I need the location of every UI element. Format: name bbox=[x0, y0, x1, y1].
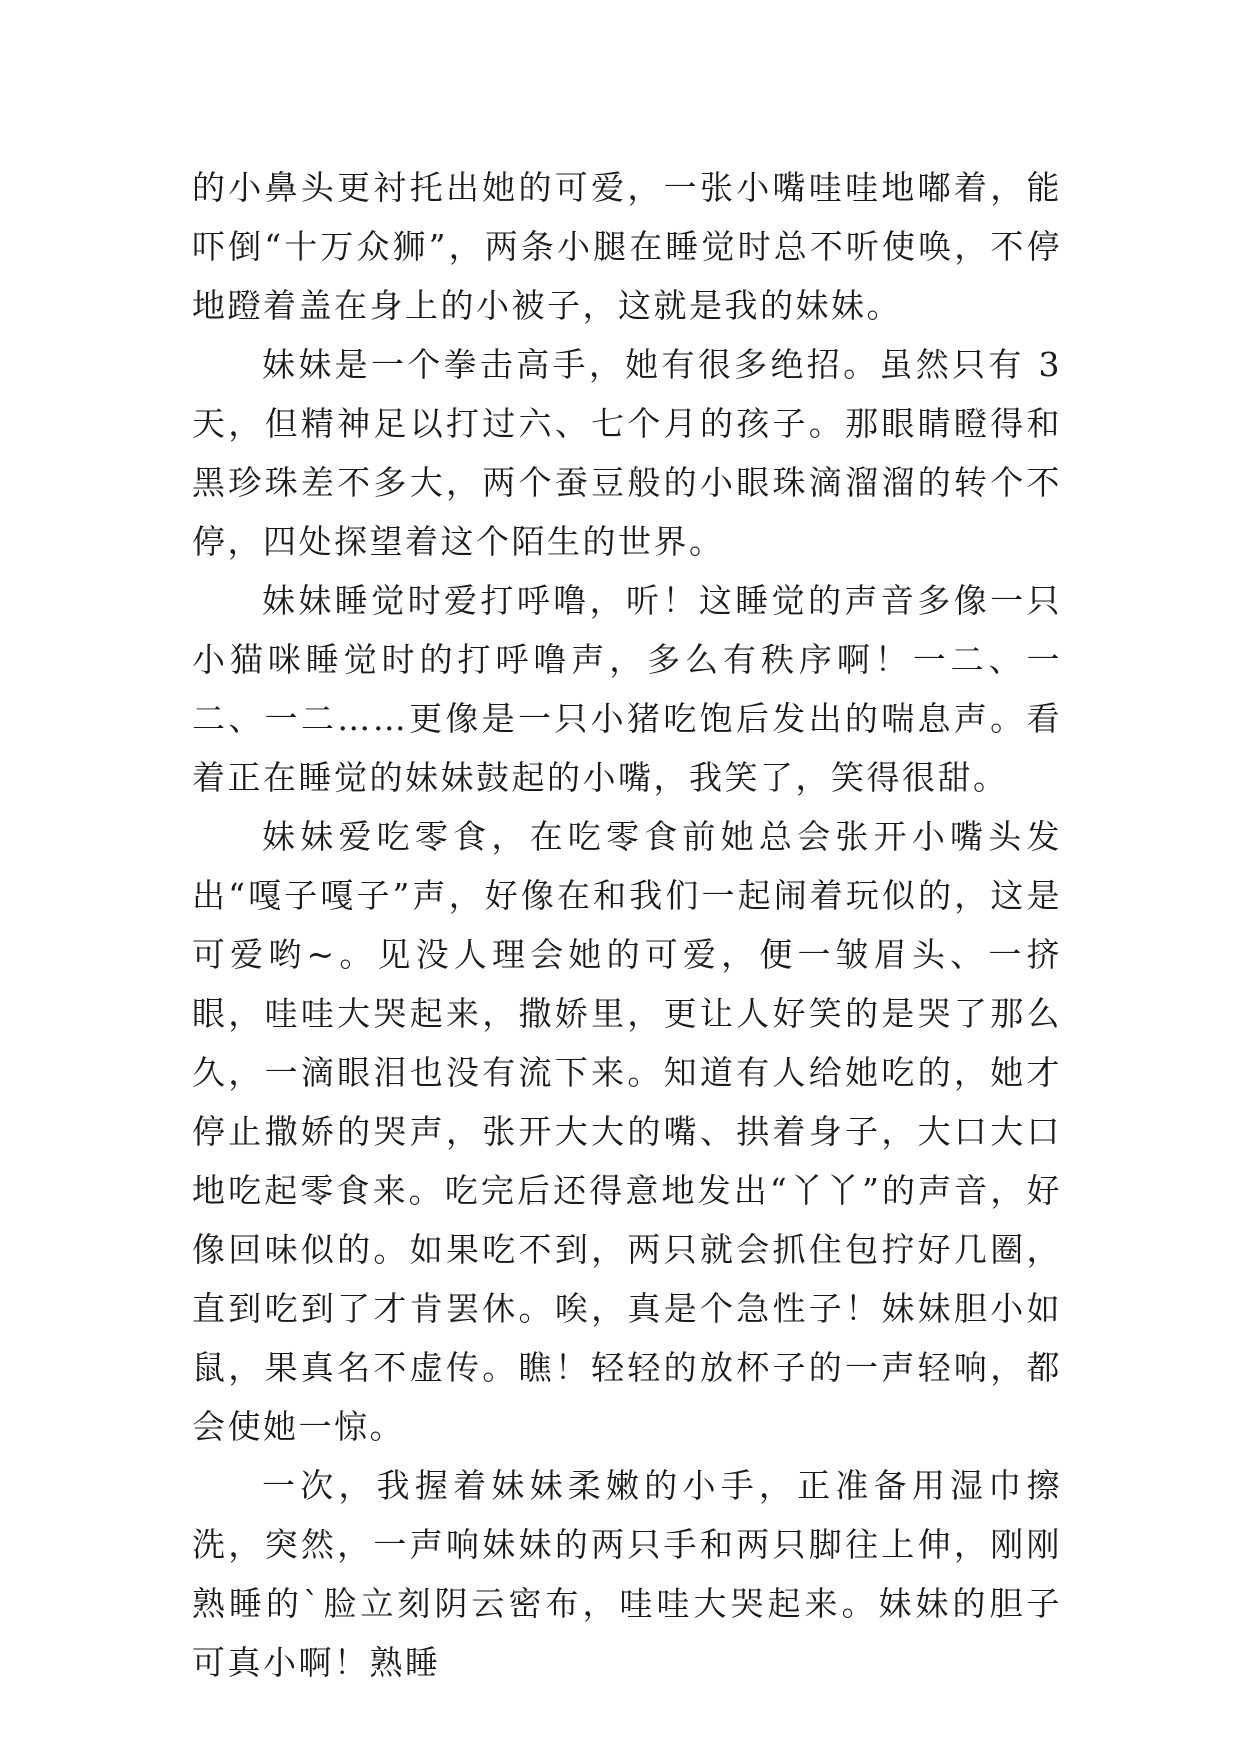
document-body bbox=[192, 158, 1062, 1692]
paragraph-5: 一次，我握着妹妹柔嫩的小手，正准备用湿巾擦洗，突然，一声响妹妹的两只手和两只脚往上伸，刚刚熟睡的`脸立刻阴云密布，哇哇大哭起来。妹妹的胆子可真小啊！熟睡 bbox=[192, 1466, 1062, 1682]
paragraph-2: 妹妹是一个拳击高手，她有很多绝招。虽然只有 3 天，但精神足以打过六、七个月的孩子。那眼睛瞪得和黑珍珠差不多大，两个蚕豆般的小眼珠滴溜溜的转个不停，四处探望着这个陌生的世界。 bbox=[192, 345, 1062, 561]
paragraph-3: 妹妹睡觉时爱打呼噜，听！这睡觉的声音多像一只小猫咪睡觉时的打呼噜声，多么有秩序啊！一二、一二、一二……更像是一只小猪吃饱后发出的喘息声。看着正在睡觉的妹妹鼓起的小嘴，我笑了，笑得很甜。 bbox=[192, 581, 1062, 797]
paragraph-1: 的小鼻头更衬托出她的可爱，一张小嘴哇哇地嘟着，能吓倒“十万众狮”，两条小腿在睡觉时总不听使唤，不停地蹬着盖在身上的小被子，这就是我的妹妹。 bbox=[192, 168, 1062, 325]
paragraph-4: 妹妹爱吃零食，在吃零食前她总会张开小嘴头发出“嘎子嘎子”声，好像在和我们一起闹着玩似的，这是可爱哟~。见没人理会她的可爱，便一皱眉头、一挤眼，哇哇大哭起来，撒娇里，更让人好笑的是哭了那么久，一滴眼泪也没有流下来。知道有人给她吃的，她才停止撒娇的哭声，张开大大的嘴、拱着身子，大口大口地吃起零食来。吃完后还得意地发出“丫丫”的声音，好像回味似的。如果吃不到，两只就会抓住包拧好几圈，直到吃到了才肯罢休。唉，真是个急性子！妹妹胆小如鼠，果真名不虚传。瞧！轻轻的放杯子的一声轻响，都会使她一惊。 bbox=[192, 817, 1062, 1446]
